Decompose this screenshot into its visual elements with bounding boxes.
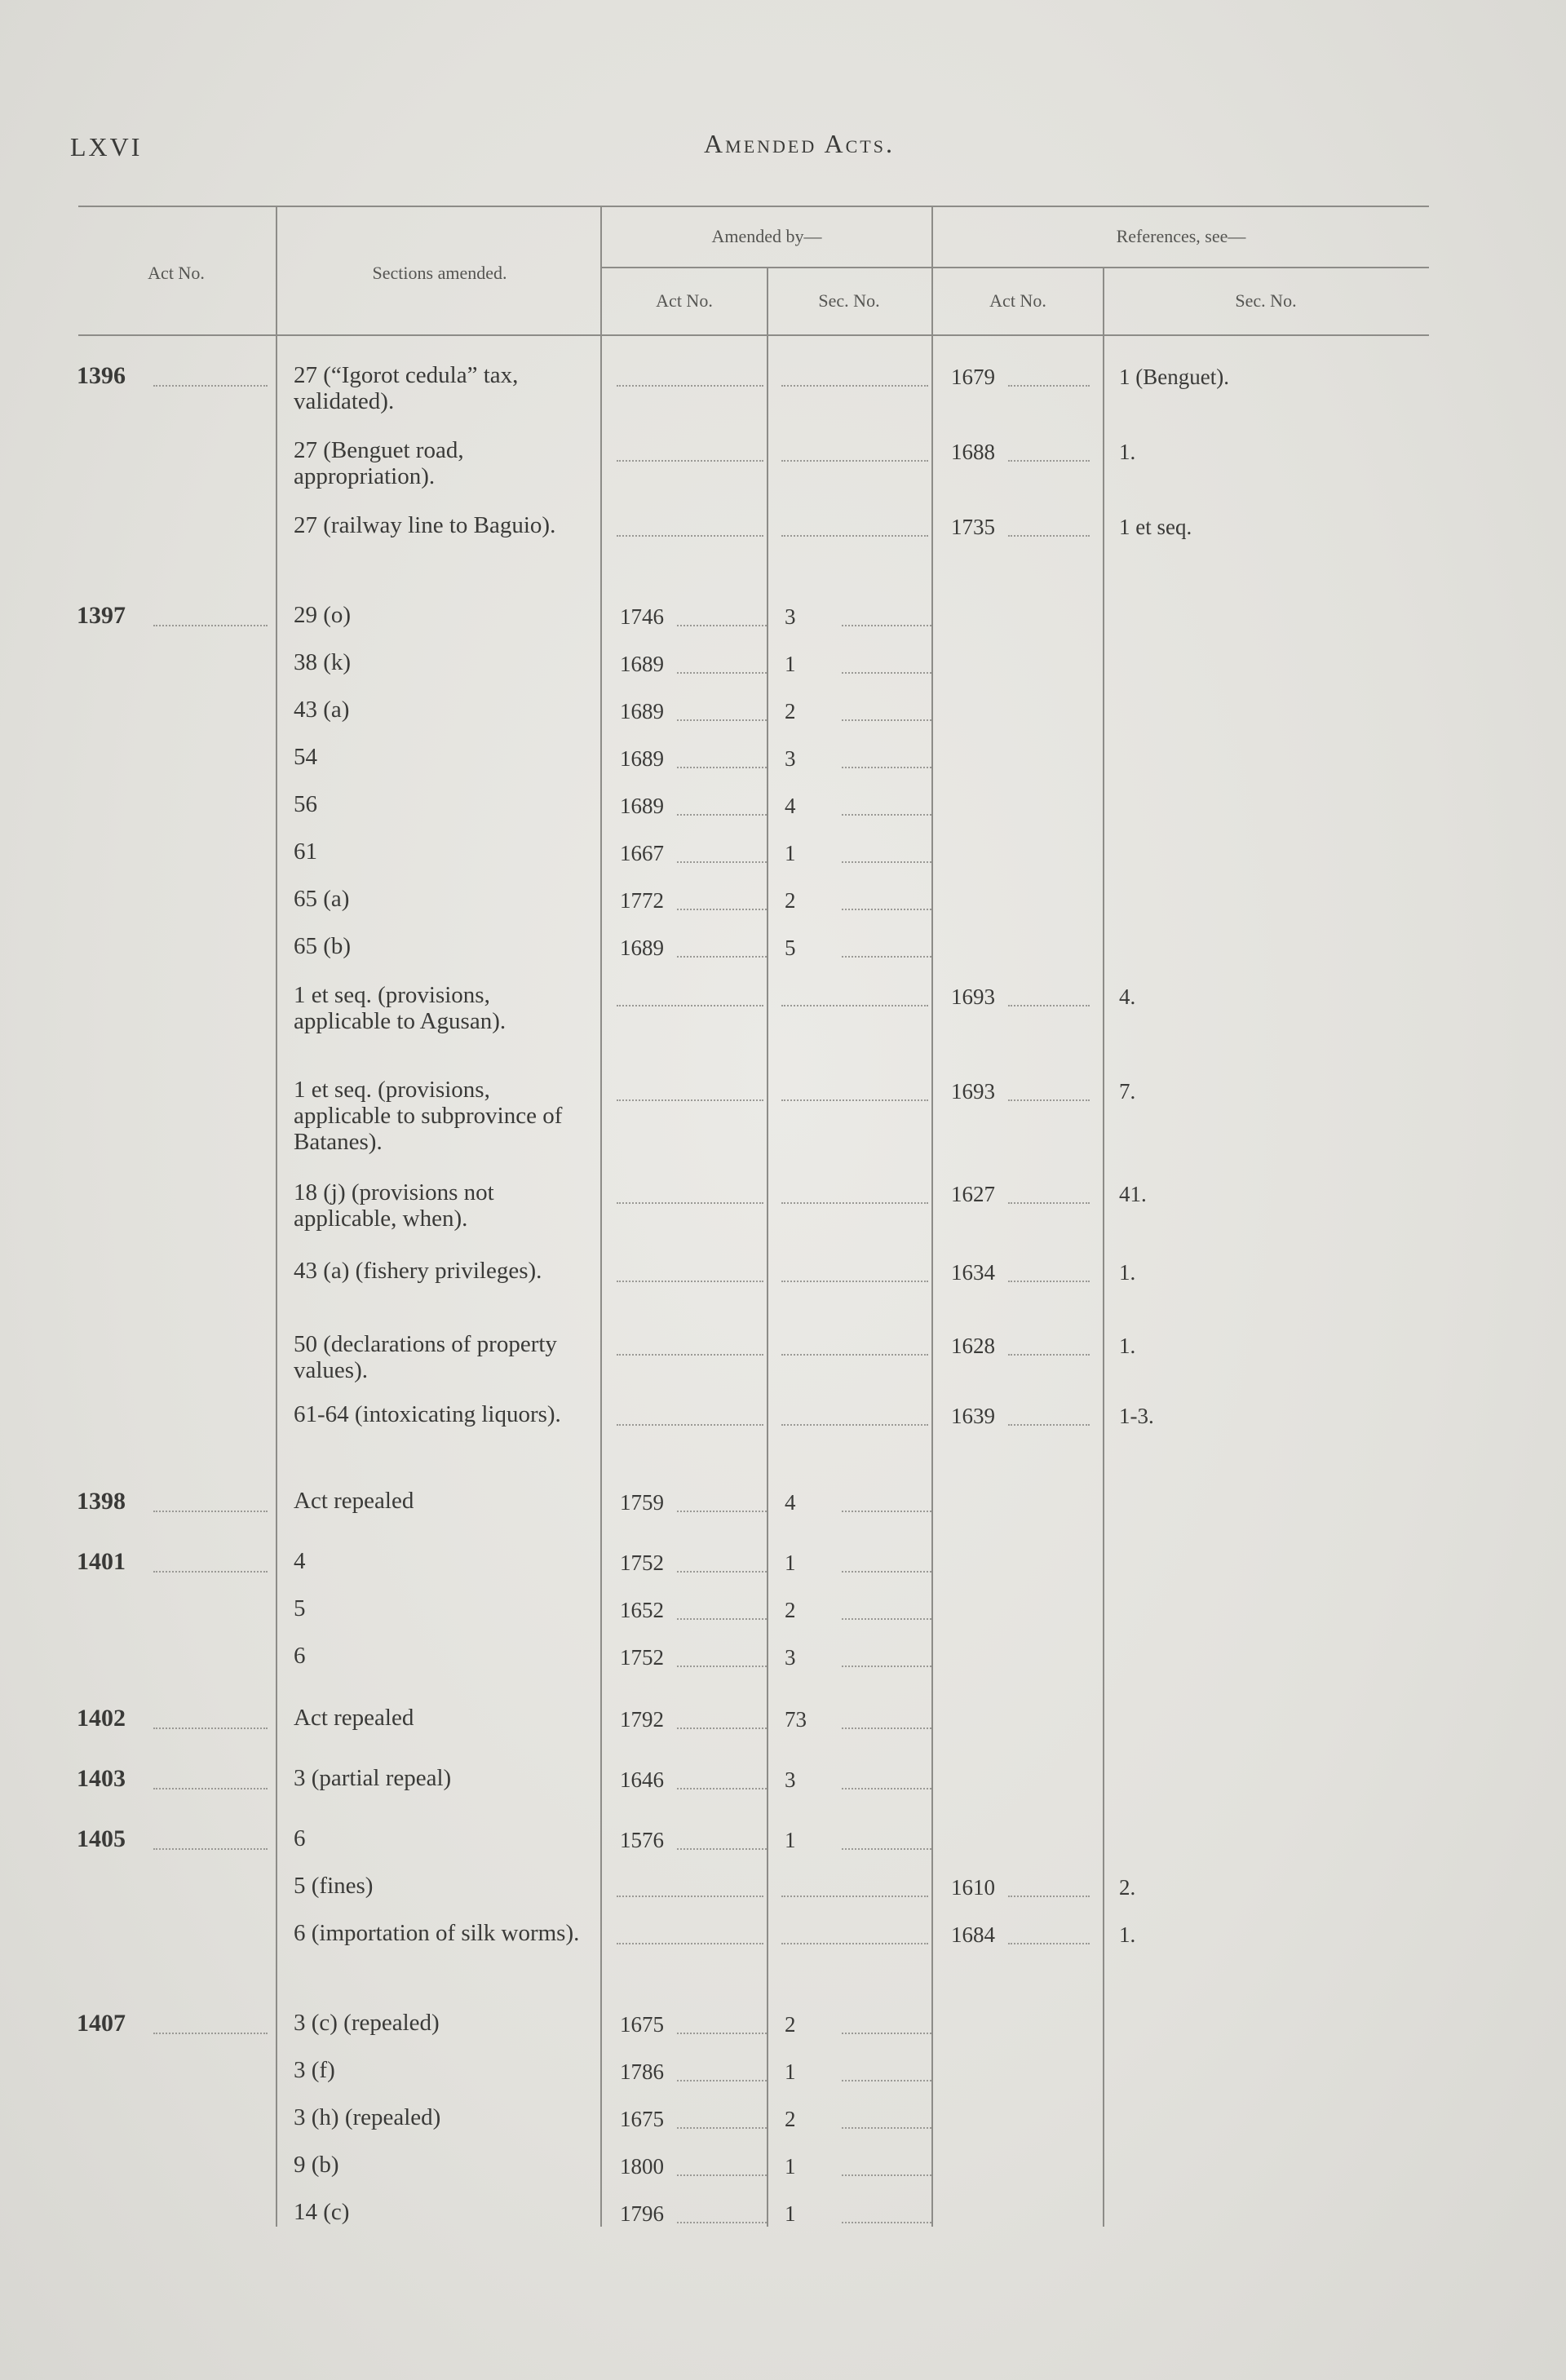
column-divider	[767, 268, 768, 2227]
leader-dots	[1008, 1354, 1090, 1356]
row-section-amended: 3 (partial repeal)	[294, 1765, 452, 1791]
leader-dots	[781, 1354, 928, 1356]
leader-dots	[677, 861, 767, 863]
leader-dots	[153, 625, 268, 626]
row-amending-act-no: 1786	[620, 2059, 664, 2084]
leader-dots	[842, 1848, 931, 1850]
leader-dots	[781, 1099, 928, 1101]
leader-dots	[842, 1727, 931, 1729]
row-amending-act-no: 1772	[620, 888, 664, 913]
leader-dots	[153, 1727, 268, 1729]
leader-dots	[842, 1618, 931, 1620]
row-reference-act-no: 1693	[951, 984, 995, 1009]
row-reference-sec-no: 7.	[1119, 1079, 1136, 1104]
leader-dots	[677, 1618, 767, 1620]
leader-dots	[781, 1424, 928, 1426]
leader-dots	[1008, 535, 1090, 537]
leader-dots	[1008, 385, 1090, 387]
col-act-no: Act No.	[148, 263, 205, 283]
row-section-amended: 61-64 (intoxicating liquors).	[294, 1401, 561, 1427]
row-amending-act-no: 1746	[620, 604, 664, 629]
row-amending-sec-no: 2	[785, 2107, 796, 2131]
row-amending-sec-no: 1	[785, 841, 796, 865]
leader-dots	[617, 1424, 763, 1426]
leader-dots	[1008, 1896, 1090, 1897]
row-amending-sec-no: 1	[785, 2154, 796, 2179]
row-section-amended: 43 (a) (fishery privileges).	[294, 1258, 542, 1284]
row-section-amended: 56	[294, 791, 317, 817]
row-act-number: 1402	[77, 1705, 126, 1732]
row-amending-act-no: 1752	[620, 1551, 664, 1575]
leader-dots	[617, 1896, 763, 1897]
leader-dots	[153, 1848, 268, 1850]
row-amending-sec-no: 1	[785, 652, 796, 676]
row-section-amended: 4	[294, 1548, 306, 1574]
row-reference-sec-no: 1.	[1119, 1334, 1136, 1358]
page-title: Amended Acts.	[704, 129, 895, 158]
leader-dots	[842, 2080, 931, 2081]
leader-dots	[677, 767, 767, 768]
row-reference-act-no: 1634	[951, 1260, 995, 1285]
leader-dots	[617, 535, 763, 537]
row-act-number: 1401	[77, 1548, 126, 1575]
row-act-number: 1407	[77, 2010, 126, 2037]
row-amending-sec-no: 3	[785, 604, 796, 629]
leader-dots	[842, 1788, 931, 1789]
row-amending-act-no: 1689	[620, 652, 664, 676]
row-section-amended: 29 (o)	[294, 602, 352, 628]
leader-dots	[842, 861, 931, 863]
row-reference-sec-no: 1.	[1119, 1922, 1136, 1947]
row-section-amended: 27 (“Igorot cedula” tax, validated).	[294, 362, 519, 414]
leader-dots	[842, 672, 931, 674]
row-reference-act-no: 1688	[951, 440, 995, 464]
row-act-number: 1405	[77, 1825, 126, 1852]
leader-dots	[617, 1943, 763, 1944]
row-amending-sec-no: 1	[785, 2059, 796, 2084]
column-divider	[1103, 268, 1104, 2227]
leader-dots	[677, 2174, 767, 2176]
row-amending-act-no: 1792	[620, 1707, 664, 1732]
row-amending-act-no: 1689	[620, 699, 664, 723]
row-reference-act-no: 1684	[951, 1922, 995, 1947]
leader-dots	[677, 956, 767, 958]
row-reference-act-no: 1693	[951, 1079, 995, 1104]
row-section-amended: 3 (c) (repealed)	[294, 2010, 440, 2036]
row-amending-act-no: 1675	[620, 2107, 664, 2131]
leader-dots	[842, 2033, 931, 2034]
leader-dots	[677, 1511, 767, 1512]
row-amending-sec-no: 1	[785, 2201, 796, 2226]
row-section-amended: 1 et seq. (provisions, applicable to Agusan).	[294, 982, 507, 1034]
leader-dots	[677, 2222, 767, 2223]
leader-dots	[842, 2174, 931, 2176]
column-divider	[931, 207, 933, 2227]
leader-dots	[153, 385, 268, 387]
row-section-amended: 43 (a)	[294, 697, 350, 723]
row-reference-act-no: 1679	[951, 365, 995, 389]
leader-dots	[1008, 1099, 1090, 1101]
leader-dots	[842, 2127, 931, 2129]
row-reference-act-no: 1628	[951, 1334, 995, 1358]
row-section-amended: 3 (h) (repealed)	[294, 2104, 441, 2130]
leader-dots	[781, 1005, 928, 1006]
row-reference-sec-no: 41.	[1119, 1182, 1147, 1206]
row-amending-sec-no: 73	[785, 1707, 807, 1732]
leader-dots	[677, 1788, 767, 1789]
col-group-references: References, see—	[1116, 226, 1246, 246]
col-sections-amended: Sections amended.	[372, 263, 507, 283]
row-amending-act-no: 1675	[620, 2012, 664, 2037]
row-section-amended: 65 (b)	[294, 933, 352, 959]
row-amending-sec-no: 3	[785, 1645, 796, 1670]
row-amending-sec-no: 2	[785, 2012, 796, 2037]
row-amending-sec-no: 1	[785, 1828, 796, 1852]
leader-dots	[842, 2222, 931, 2223]
row-section-amended: Act repealed	[294, 1488, 414, 1514]
leader-dots	[781, 1202, 928, 1204]
page-number: LXVI	[70, 132, 143, 161]
row-reference-sec-no: 1 (Benguet).	[1119, 365, 1229, 389]
row-amending-act-no: 1667	[620, 841, 664, 865]
leader-dots	[677, 2080, 767, 2081]
row-section-amended: 5	[294, 1595, 306, 1621]
row-section-amended: 18 (j) (provisions not applicable, when).	[294, 1179, 494, 1232]
row-reference-act-no: 1627	[951, 1182, 995, 1206]
leader-dots	[677, 814, 767, 816]
leader-dots	[842, 1571, 931, 1573]
row-section-amended: 61	[294, 838, 317, 865]
leader-dots	[781, 1896, 928, 1897]
leader-dots	[1008, 1281, 1090, 1282]
leader-dots	[677, 2033, 767, 2034]
row-amending-act-no: 1646	[620, 1767, 664, 1792]
row-amending-sec-no: 4	[785, 1490, 796, 1515]
row-amending-sec-no: 4	[785, 794, 796, 818]
row-amending-act-no: 1800	[620, 2154, 664, 2179]
col-reference-sec-no: Sec. No.	[1235, 290, 1297, 311]
column-divider	[276, 207, 277, 2227]
row-section-amended: 38 (k)	[294, 649, 352, 675]
row-section-amended: 27 (Benguet road, appropriation).	[294, 437, 464, 489]
leader-dots	[842, 1511, 931, 1512]
row-reference-sec-no: 1 et seq.	[1119, 515, 1192, 539]
row-section-amended: 6	[294, 1825, 306, 1851]
leader-dots	[153, 1571, 268, 1573]
leader-dots	[842, 814, 931, 816]
leader-dots	[781, 1281, 928, 1282]
leader-dots	[617, 1354, 763, 1356]
row-reference-sec-no: 4.	[1119, 984, 1136, 1009]
row-section-amended: 1 et seq. (provisions, applicable to subprovince of Batanes).	[294, 1077, 563, 1155]
row-amending-act-no: 1689	[620, 746, 664, 771]
leader-dots	[677, 1571, 767, 1573]
row-reference-act-no: 1610	[951, 1875, 995, 1900]
leader-dots	[842, 956, 931, 958]
leader-dots	[617, 460, 763, 462]
row-section-amended: 5 (fines)	[294, 1873, 374, 1899]
row-reference-act-no: 1639	[951, 1404, 995, 1428]
row-amending-sec-no: 2	[785, 699, 796, 723]
top-rule	[78, 206, 1429, 207]
column-divider	[600, 207, 602, 2227]
leader-dots	[153, 1511, 268, 1512]
leader-dots	[677, 625, 767, 626]
row-section-amended: 27 (railway line to Baguio).	[294, 512, 556, 538]
row-amending-act-no: 1759	[620, 1490, 664, 1515]
row-reference-sec-no: 1-3.	[1119, 1404, 1154, 1428]
leader-dots	[842, 1666, 931, 1667]
leader-dots	[1008, 460, 1090, 462]
row-amending-sec-no: 2	[785, 1598, 796, 1622]
leader-dots	[1008, 1202, 1090, 1204]
leader-dots	[842, 767, 931, 768]
leader-dots	[153, 2033, 268, 2034]
row-act-number: 1396	[77, 362, 126, 389]
leader-dots	[617, 385, 763, 387]
row-amending-act-no: 1689	[620, 794, 664, 818]
col-amended-sec-no: Sec. No.	[818, 290, 880, 311]
row-section-amended: 9 (b)	[294, 2152, 339, 2178]
leader-dots	[677, 672, 767, 674]
col-amended-act-no: Act No.	[656, 290, 713, 311]
row-act-number: 1403	[77, 1765, 126, 1792]
leader-dots	[842, 625, 931, 626]
row-amending-act-no: 1796	[620, 2201, 664, 2226]
leader-dots	[617, 1281, 763, 1282]
row-reference-sec-no: 1.	[1119, 440, 1136, 464]
leader-dots	[1008, 1943, 1090, 1944]
row-amending-act-no: 1576	[620, 1828, 664, 1852]
leader-dots	[677, 2127, 767, 2129]
row-amending-act-no: 1752	[620, 1645, 664, 1670]
leader-dots	[781, 460, 928, 462]
leader-dots	[842, 719, 931, 721]
leader-dots	[1008, 1005, 1090, 1006]
leader-dots	[153, 1788, 268, 1789]
row-section-amended: 6 (importation of silk worms).	[294, 1920, 580, 1946]
leader-dots	[1008, 1424, 1090, 1426]
row-amending-act-no: 1652	[620, 1598, 664, 1622]
row-section-amended: 50 (declarations of property values).	[294, 1331, 557, 1383]
row-amending-sec-no: 5	[785, 936, 796, 960]
leader-dots	[677, 1727, 767, 1729]
leader-dots	[617, 1202, 763, 1204]
row-reference-act-no: 1735	[951, 515, 995, 539]
row-amending-sec-no: 1	[785, 1551, 796, 1575]
row-reference-sec-no: 1.	[1119, 1260, 1136, 1285]
leader-dots	[781, 535, 928, 537]
leader-dots	[677, 909, 767, 910]
leader-dots	[677, 719, 767, 721]
row-amending-sec-no: 3	[785, 1767, 796, 1792]
row-reference-sec-no: 2.	[1119, 1875, 1136, 1900]
row-section-amended: 54	[294, 744, 317, 770]
leader-dots	[842, 909, 931, 910]
row-amending-sec-no: 2	[785, 888, 796, 913]
row-section-amended: Act repealed	[294, 1705, 414, 1731]
row-section-amended: 6	[294, 1643, 306, 1669]
leader-dots	[781, 1943, 928, 1944]
leader-dots	[617, 1099, 763, 1101]
row-act-number: 1398	[77, 1488, 126, 1515]
row-amending-act-no: 1689	[620, 936, 664, 960]
row-section-amended: 65 (a)	[294, 886, 350, 912]
leader-dots	[677, 1666, 767, 1667]
col-reference-act-no: Act No.	[989, 290, 1046, 311]
group-rule	[602, 267, 1429, 268]
leader-dots	[677, 1848, 767, 1850]
leader-dots	[781, 385, 928, 387]
row-amending-sec-no: 3	[785, 746, 796, 771]
row-act-number: 1397	[77, 602, 126, 629]
leader-dots	[617, 1005, 763, 1006]
row-section-amended: 3 (f)	[294, 2057, 335, 2083]
row-section-amended: 14 (c)	[294, 2199, 350, 2225]
header-bottom-rule	[78, 334, 1429, 336]
col-group-amended-by: Amended by—	[711, 226, 822, 246]
